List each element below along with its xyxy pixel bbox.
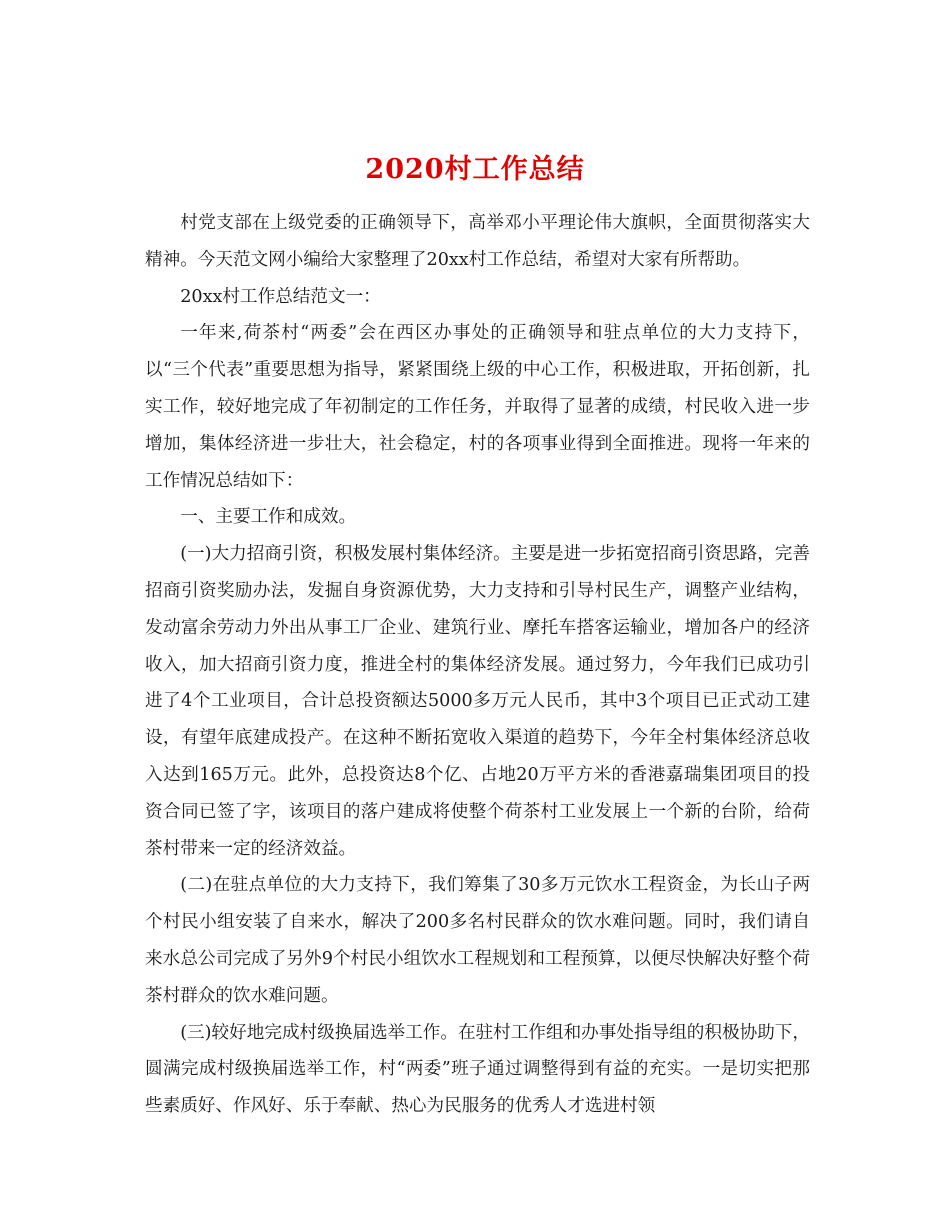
paragraph-sample-heading: 20xx村工作总结范文一： (180, 286, 381, 307)
paragraph-investment: (一)大力招商引资，积极发展村集体经济。主要是进一步拓宽招商引资思路，完善招商引资奖励办法，发掘自身资源优势，大力支持和引导村民生产，调整产业结构，发动富余劳动力外出从事工厂企业、建筑行业、摩托车搭客运输业，增加各户的经济收入，加大招商引资力度，推进全村的集体经济发展。通过努力，今年我们已成功引进了4个工业项目，合计总投资额达5000多万元人民币，其中3个项目已正式动工建设，有望年底建成投产。在这种不断拓宽收入渠道的趋势下，今年全村集体经济总收入达到165万元。此外，总投资达8个亿、占地20万平方米的香港嘉瑞集团项目的投资合同已签了字，该项目的落户建成将使整个荷茶村工业发展上一个新的台阶，给荷茶村带来一定的经济效益。 (145, 544, 810, 859)
document-body (145, 205, 810, 1125)
paragraph-election: (三)较好地完成村级换届选举工作。在驻村工作组和办事处指导组的积极协助下，圆满完成村级换届选举工作，村“两委”班子通过调整得到有益的充实。一是切实把那些素质好、作风好、乐于奉献、热心为民服务的优秀人才选进村领 (145, 1022, 810, 1117)
paragraph-water-project: (二)在驻点单位的大力支持下，我们筹集了30多万元饮水工程资金，为长山子两个村民小组安装了自来水，解决了200多名村民群众的饮水难问题。同时，我们请自来水总公司完成了另外9个村民小组饮水工程规划和工程预算，以便尽快解决好整个荷茶村群众的饮水难问题。 (145, 875, 810, 1006)
section-heading-main-work: 一、主要工作和成效。 (180, 507, 357, 528)
document-title: 2020村工作总结 (365, 154, 585, 186)
paragraph-overview: 一年来,荷茶村“两委”会在西区办事处的正确领导和驻点单位的大力支持下，以“三个代表”重要思想为指导，紧紧围绕上级的中心工作，积极进取，开拓创新，扎实工作，较好地完成了年初制定的工作任务，并取得了显著的成绩，村民收入进一步增加，集体经济进一步壮大，社会稳定，村的各项事业得到全面推进。现将一年来的工作情况总结如下： (145, 323, 810, 491)
paragraph-intro: 村党支部在上级党委的正确领导下，高举邓小平理论伟大旗帜，全面贯彻落实大精神。今天范文网小编给大家整理了20xx村工作总结，希望对大家有所帮助。 (145, 213, 810, 270)
